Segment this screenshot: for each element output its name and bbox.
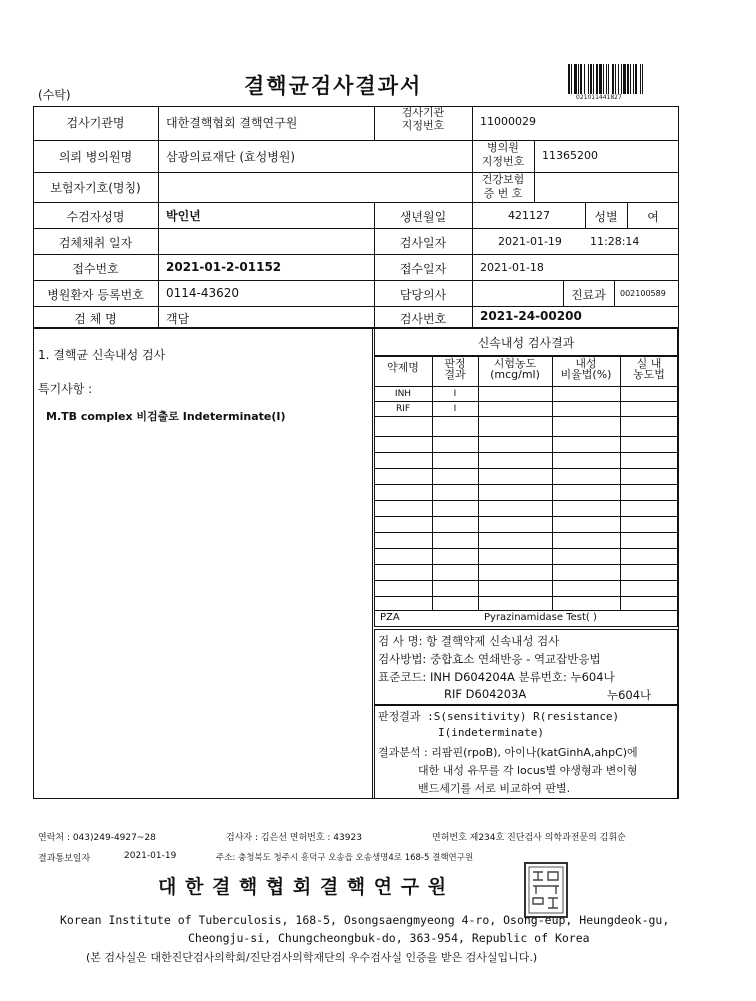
footer-address: 주소: 충청북도 청주시 흥덕구 오송읍 오송생명4로 168-5 결핵연구원	[216, 853, 474, 863]
row-inh-drug: INH	[394, 389, 412, 399]
dept-value: 002100589	[620, 289, 666, 298]
test-date-value: 2021-01-19	[498, 235, 562, 248]
analysis-line-3: 밴드세기를 서로 비교하여 판별.	[418, 782, 571, 795]
specimen-label: 검 체 명	[74, 312, 117, 326]
test-no-label: 검사번호	[399, 312, 447, 326]
results-title: 신속내성 검사결과	[477, 336, 575, 350]
footer-contact: 연락처 : 043)249-4927~28	[38, 833, 156, 843]
sex-value: 여	[647, 210, 659, 224]
receipt-no-label: 접수번호	[72, 262, 119, 276]
test-date-label: 검사일자	[399, 236, 447, 250]
hospital-value: 삼광의료재단 (효성병원)	[166, 150, 296, 164]
col-ratio: 내성 비율법(%)	[560, 357, 612, 381]
patient-reg-value: 0114-43620	[166, 286, 240, 300]
receipt-date-label: 접수일자	[399, 262, 447, 276]
criteria-line-2: I(indeterminate)	[438, 726, 544, 739]
col-critical: 실 내 농도법	[633, 357, 665, 381]
col-drug: 약제명	[387, 361, 419, 374]
receipt-date-value: 2021-01-18	[480, 261, 544, 274]
analysis-line-2: 대한 내성 유무를 각 locus별 야생형과 변이형	[418, 764, 638, 777]
hospital-id-label: 병의원 지정번호	[481, 141, 525, 168]
test-time-value: 11:28:14	[590, 235, 640, 248]
row-rif-drug: RIF	[395, 404, 411, 414]
barcode	[566, 64, 672, 94]
lab-label: 검사기관명	[66, 116, 125, 130]
lab-id-label: 검사기관 지정번호	[401, 106, 445, 132]
remarks-label: 특기사항 :	[38, 382, 93, 396]
document-title: 결핵균검사결과서	[244, 74, 423, 98]
method-test-name: 검 사 명: 항 결핵약제 신속내성 검사	[378, 634, 560, 648]
method-std-code: 표준코드: INH D604204A 분류번호: 누604나	[378, 670, 615, 684]
test-item: 1. 결핵균 신속내성 검사	[38, 348, 166, 362]
footer-report-date-label: 결과통보일자	[38, 854, 91, 864]
english-address-2: Cheongju-si, Chungcheongbuk-do, 363-954, Republic of Korea	[188, 931, 590, 945]
remarks-value: M.TB complex 비검출로 Indeterminate(I)	[46, 410, 286, 423]
pza-drug: PZA	[380, 612, 400, 623]
org-seal-stamp	[524, 862, 568, 918]
certification-note: (본 검사실은 대한진단검사의학회/진단검사의학재단의 우수검사실 인증을 받은 검사실입니다.)	[86, 951, 538, 964]
patient-name-value: 박인년	[166, 209, 201, 223]
hospital-label: 의뢰 병의원명	[58, 150, 133, 164]
insurance-id-label: 건강보험 증 번 호	[481, 173, 525, 200]
lab-value: 대한결핵협회 결핵연구원	[166, 116, 298, 130]
pza-description: Pyrazinamidase Test( )	[484, 612, 597, 623]
patient-name-label: 수검자성명	[66, 210, 125, 224]
method-test-method: 검사방법: 중합효소 연쇄반응 - 역교잡반응법	[378, 652, 601, 666]
criteria-line-1: 판정결과 :S(sensitivity) R(resistance)	[378, 710, 620, 723]
insurer-label: 보험자기호(명칭)	[50, 181, 141, 195]
dob-value: 421127	[508, 209, 550, 222]
row-rif-result: I	[453, 404, 457, 414]
sex-label: 성별	[594, 210, 618, 224]
patient-reg-label: 병원환자 등록번호	[47, 288, 144, 302]
english-address-1: Korean Institute of Tuberculosis, 168-5, Osongsaengmyeong 4-ro, Osong-eup, Heungdeok-gu,	[60, 913, 670, 927]
analysis-line-1: 결과분석 : 리팜핀(rpoB), 아이나(katGinhA,ahpC)에	[378, 746, 638, 759]
method-std-code-2-class: 누604나	[607, 688, 652, 702]
row-inh-result: I	[453, 389, 457, 399]
footer-report-date-value: 2021-01-19	[124, 851, 177, 861]
receipt-no-value: 2021-01-2-01152	[166, 260, 282, 274]
col-concentration: 시험농도 (mcg/ml)	[490, 357, 540, 381]
method-std-code-2: RIF D604203A	[444, 687, 527, 701]
dob-label: 생년월일	[399, 210, 447, 224]
col-result: 판정 결과	[444, 357, 466, 381]
barcode-number: 021011441827	[576, 94, 622, 101]
collection-date-label: 검체채취 일자	[58, 236, 133, 250]
doctor-label: 담당의사	[399, 288, 447, 302]
footer-specialist: 면허번호 제234호 진단검사 의학과전문의 김휘순	[432, 833, 626, 843]
hospital-id-value: 11365200	[542, 149, 598, 162]
footer-examiner: 검사자 : 김은선 면허번호 : 43923	[226, 833, 362, 843]
lab-id-value: 11000029	[480, 115, 536, 128]
test-no-value: 2021-24-00200	[480, 309, 582, 323]
receipt-tag: (수탁)	[38, 88, 71, 102]
specimen-value: 객담	[166, 312, 190, 326]
org-name: 대 한 결 핵 협 회 결 핵 연 구 원	[158, 876, 448, 898]
dept-label: 진료과	[571, 288, 606, 302]
